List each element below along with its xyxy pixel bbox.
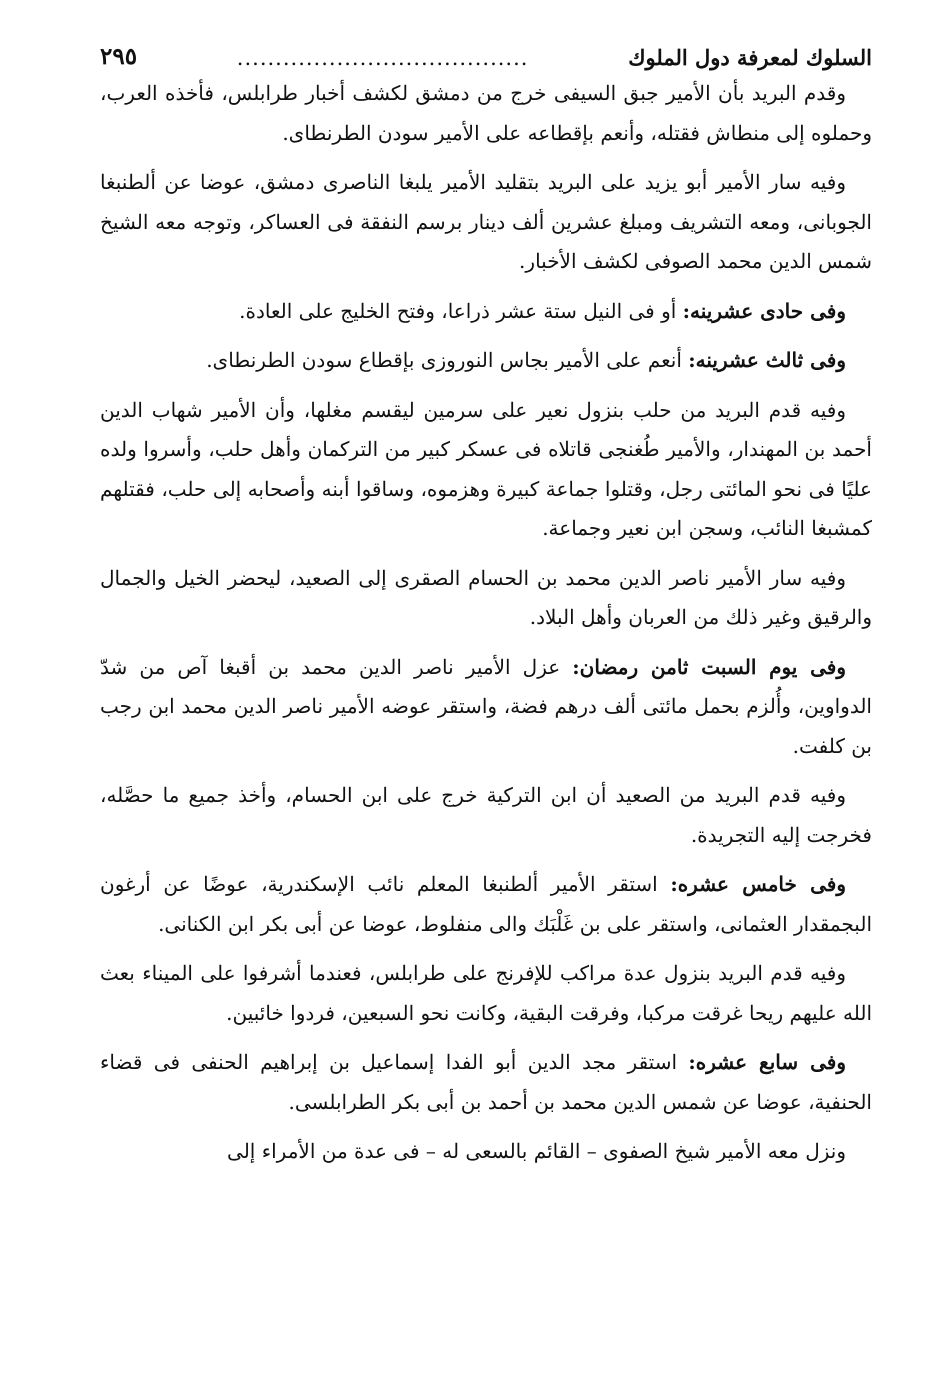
paragraph-text: أو فى النيل ستة عشر ذراعا، وفتح الخليج على العادة.: [239, 298, 683, 323]
paragraph-text: وفيه قدم البريد من الصعيد أن ابن التركية خرج على ابن الحسام، وأخذ جميع ما حصَّله، فخرجت إليه التجريدة.: [100, 783, 872, 847]
paragraph-9: [100, 865, 872, 944]
paragraph-text: وفيه سار الأمير أبو يزيد على البريد بتقليد الأمير يلبغا الناصرى دمشق، عوضا عن ألطنبغا الجوبانى، ومعه التشريف ومبلغ عشرين ألف دينار برسم النفقة فى العساكر، وتوجه معه الشيخ شمس الدين محمد الصوفى لكشف الأخبار.: [100, 170, 872, 273]
paragraph-text: وفيه قدم البريد بنزول عدة مراكب للإفرنج على طرابلس، فعندما أشرفوا على الميناء بعث الله عليهم ريحا غرقت مركبا، وفرقت البقية، وكانت نحو السبعين، فردوا خائبين.: [100, 961, 872, 1025]
paragraph-lead: وفى يوم السبت ثامن رمضان:: [572, 654, 846, 679]
paragraph-10: [100, 954, 872, 1033]
paragraph-text: استقر الأمير ألطنبغا المعلم نائب الإسكندرية، عوضًا عن أرغون البجمقدار العثمانى، واستقر على بن غَلْبَك والى منفلوط، عوضا عن أبى بكر ابن الكنانى.: [100, 872, 872, 936]
paragraph-8: [100, 776, 872, 855]
paragraph-12: [100, 1132, 872, 1172]
paragraph-text: وقدم البريد بأن الأمير جبق السيفى خرج من دمشق لكشف أخبار طرابلس، فأخذه العرب، وحملوه إلى منطاش فقتله، وأنعم بإقطاعه على الأمير سودن الطرنطاى.: [100, 81, 872, 145]
paragraph-1: [100, 74, 872, 153]
paragraph-7: [100, 648, 872, 767]
book-title: السلوك لمعرفة دول الملوك: [628, 45, 872, 70]
leader-dots: ......................................: [236, 46, 529, 70]
body-text: [100, 74, 872, 1172]
paragraph-text: عزل الأمير ناصر الدين محمد بن أقبغا آص من شدّ الدواوين، وأُلزم بحمل مائتى ألف درهم فضة، واستقر عوضه الأمير ناصر الدين محمد ابن رجب بن كلفت.: [100, 654, 872, 758]
paragraph-4: [100, 341, 872, 381]
paragraph-11: [100, 1043, 872, 1122]
paragraph-lead: وفى حادى عشرينه:: [682, 298, 846, 323]
page-number: ٢٩٥: [100, 43, 138, 70]
paragraph-lead: وفى ثالث عشرينه:: [688, 348, 846, 372]
paragraph-2: [100, 163, 872, 282]
paragraph-text: أنعم على الأمير بجاس النوروزى بإقطاع سودن الطرنطاى.: [206, 348, 689, 372]
paragraph-text: ونزل معه الأمير شيخ الصفوى – القائم بالسعى له – فى عدة من الأمراء إلى: [227, 1139, 846, 1163]
paragraph-text: وفيه قدم البريد من حلب بنزول نعير على سرمين ليقسم مغلها، وأن الأمير شهاب الدين أحمد بن المهندار، والأمير طُغنجى قاتلاه فى عسكر كبير من التركمان وأهل حلب، وأسروا ولده عليًا فى نحو المائتى رجل، وقتلوا جماعة كبيرة وهزموه، وساقوا أبنه وأصحابه إلى حلب، فقتلهم كمشبغا النائب، وسجن ابن نعير وجماعة.: [100, 397, 872, 540]
paragraph-5: [100, 391, 872, 549]
paragraph-lead: وفى خامس عشره:: [670, 872, 847, 896]
paragraph-text: استقر مجد الدين أبو الفدا إسماعيل بن إبراهيم الحنفى فى قضاء الحنفية، عوضا عن شمس الدين محمد بن أحمد بن أبى بكر الطرابلسى.: [100, 1050, 872, 1114]
paragraph-lead: وفى سابع عشره:: [688, 1050, 846, 1074]
book-page: [100, 30, 872, 1370]
paragraph-text: وفيه سار الأمير ناصر الدين محمد بن الحسام الصقرى إلى الصعيد، ليحضر الخيل والجمال والرقيق وغير ذلك من العربان وأهل البلاد.: [100, 565, 872, 629]
paragraph-3: [100, 292, 872, 332]
paragraph-6: [100, 559, 872, 638]
running-header: [100, 30, 872, 70]
